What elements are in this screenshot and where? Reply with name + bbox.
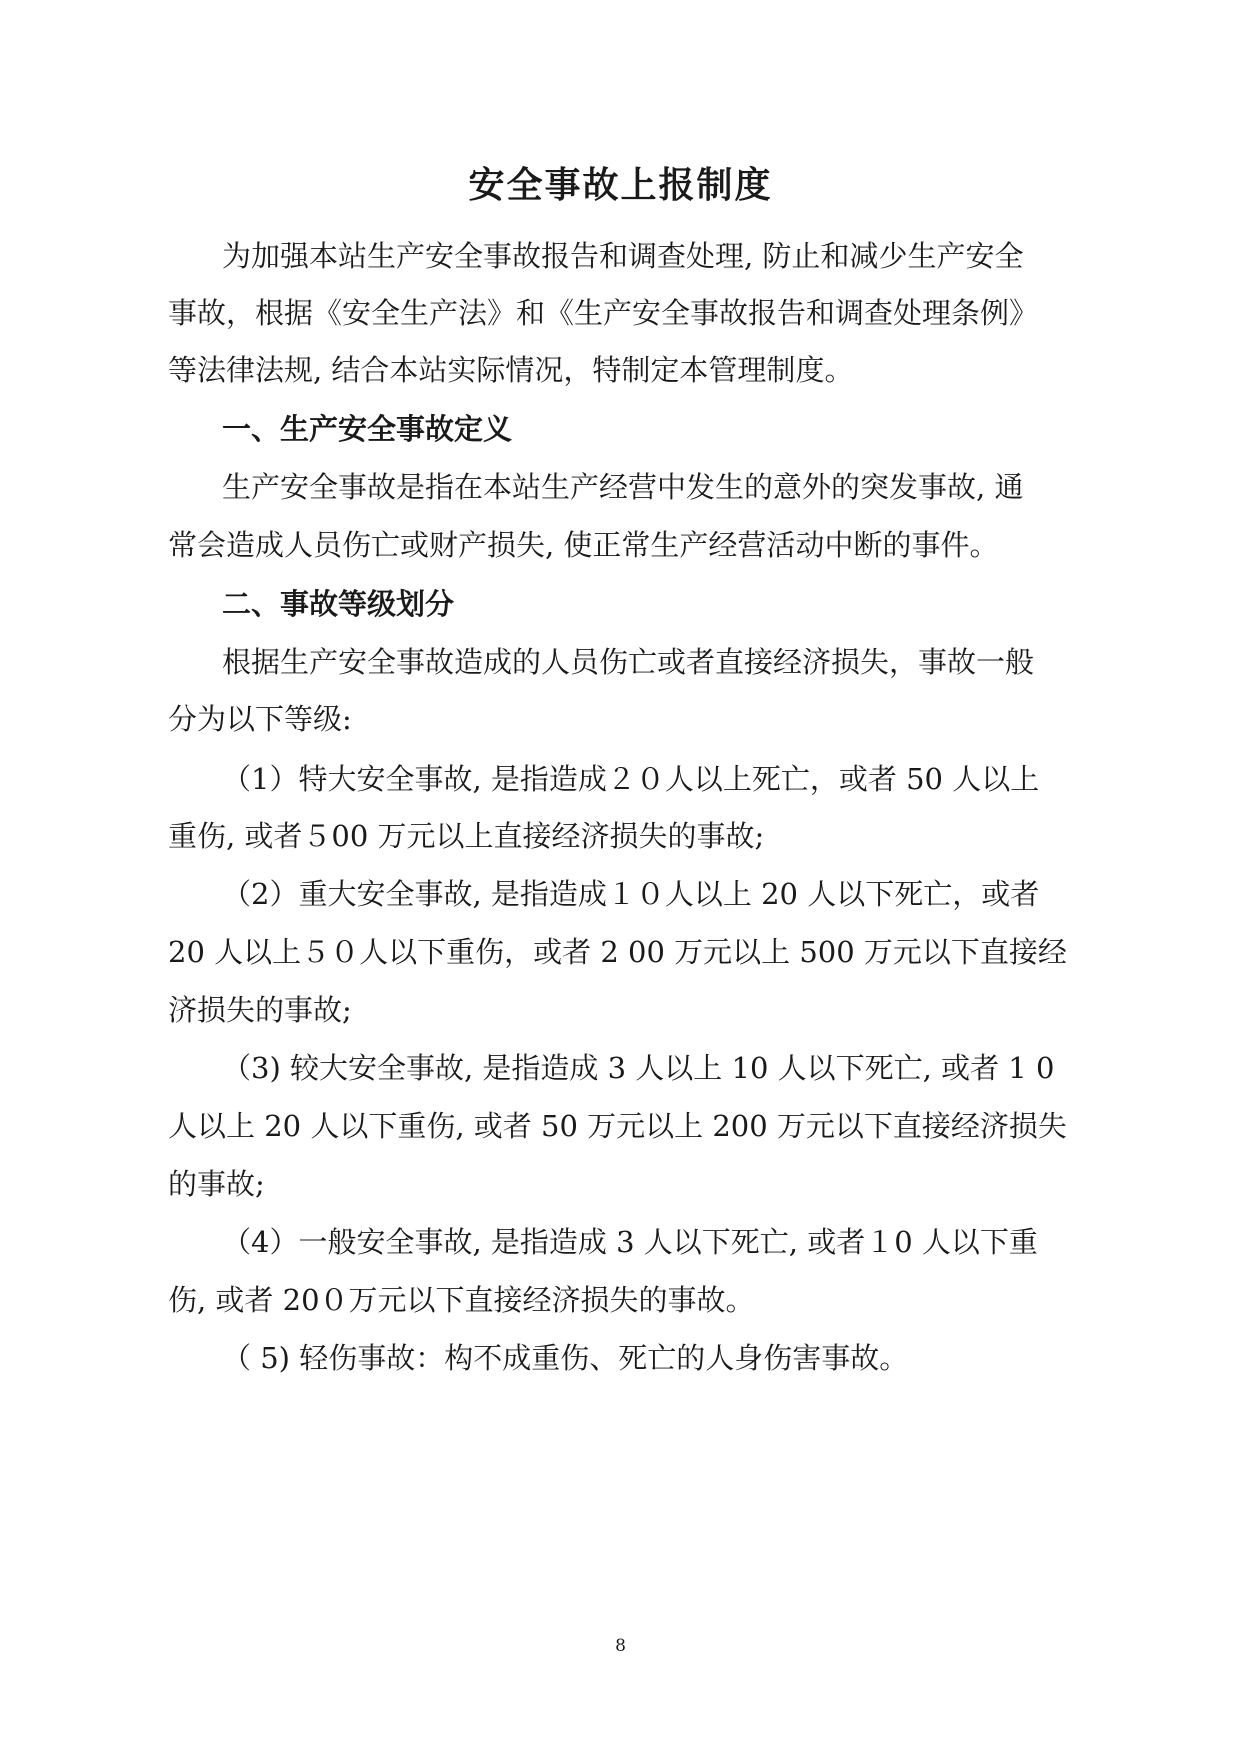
intro-line-1: 为加强本站生产安全事故报告和调查处理, 防止和减少生产安全 [222,239,1024,273]
grading-line-2: 分为以下等级: [168,702,352,736]
item-2-line-2: 20 人以上５０人以下重伤，或者 2 00 万元以上 500 万元以下直接经 [168,935,1067,969]
intro-line-3: 等法律法规, 结合本站实际情况，特制定本管理制度。 [168,353,854,387]
section-heading-2: 二、事故等级划分 [222,587,455,621]
definition-line-2: 常会造成人员伤亡或财产损失, 使正常生产经营活动中断的事件。 [168,528,999,562]
item-3-line-2: 人以上 20 人以下重伤, 或者 50 万元以上 200 万元以下直接经济损失 [168,1109,1067,1143]
item-2-line-3: 济损失的事故; [168,993,352,1027]
item-4-line-1: （4）一般安全事故, 是指造成 3 人以下死亡, 或者１0 人以下重 [222,1225,1038,1259]
section-heading-1: 一、生产安全事故定义 [222,412,513,446]
definition-line-1: 生产安全事故是指在本站生产经营中发生的意外的突发事故, 通 [222,470,1024,504]
grading-line-1: 根据生产安全事故造成的人员伤亡或者直接经济损失，事故一般 [222,645,1035,679]
item-5-line-1: （ 5) 轻伤事故：构不成重伤、死亡的人身伤害事故。 [222,1341,909,1375]
item-3-line-3: 的事故; [168,1167,265,1201]
item-1-line-2: 重伤, 或者５00 万元以上直接经济损失的事故; [168,819,765,853]
intro-line-2: 事故，根据《安全生产法》和《生产安全事故报告和调查处理条例》 [168,296,1039,330]
page-number: 8 [615,1636,626,1656]
item-4-line-2: 伤, 或者 20０万元以下直接经济损失的事故。 [168,1283,755,1317]
item-3-line-1: （3) 较大安全事故, 是指造成 3 人以上 10 人以下死亡, 或者 1 0 [222,1051,1055,1085]
item-1-line-1: （1）特大安全事故, 是指造成２０人以上死亡，或者 50 人以上 [222,762,1040,796]
document-title: 安全事故上报制度 [468,164,773,206]
item-2-line-1: （2）重大安全事故, 是指造成１０人以上 20 人以下死亡，或者 [222,877,1040,911]
